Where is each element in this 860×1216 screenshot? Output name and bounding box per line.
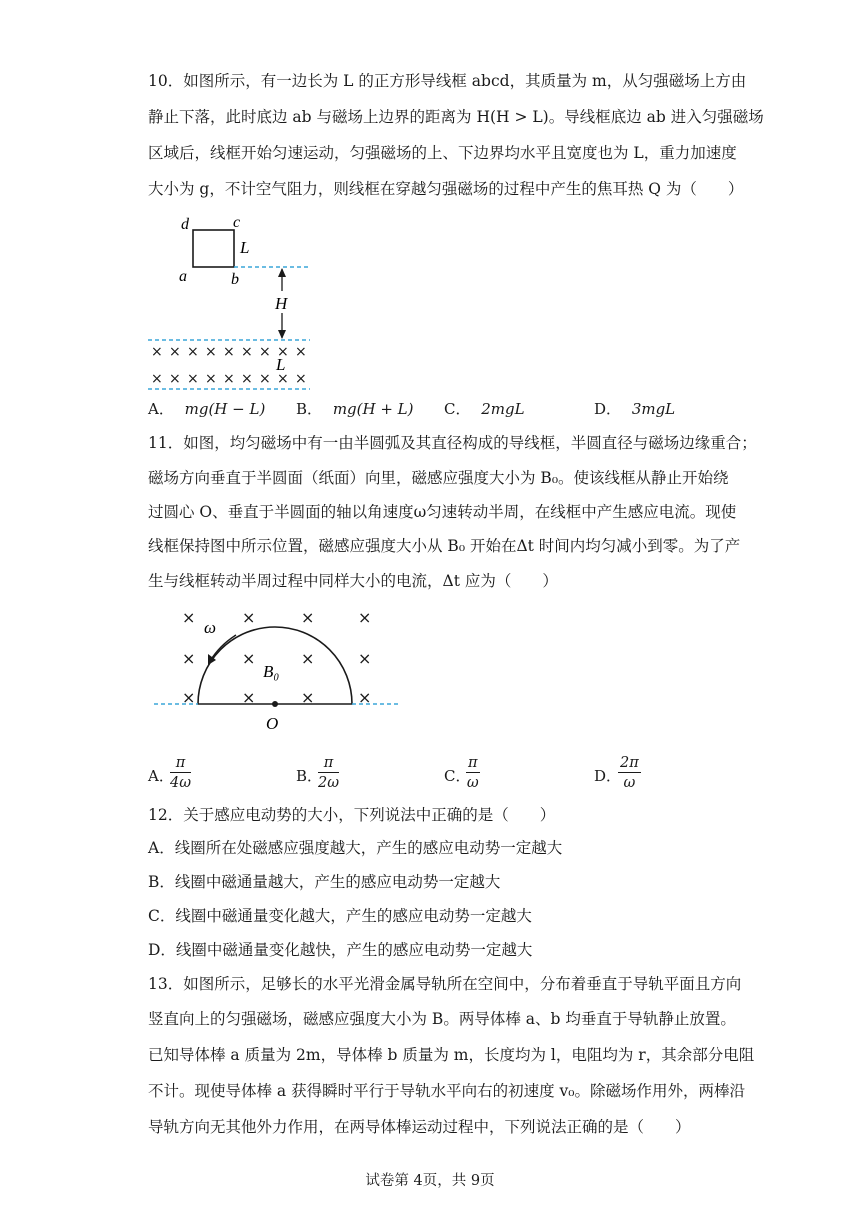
q10-line-4: 大小为 g，不计空气阻力，则线框在穿越匀强磁场的过程中产生的焦耳热 Q 为（ ）	[148, 180, 744, 198]
corner-c-label: c	[233, 214, 241, 231]
q12-stem: 12．关于感应电动势的大小，下列说法中正确的是（ ）	[148, 806, 556, 824]
side-L-label: L	[240, 238, 250, 257]
corner-b-label: b	[231, 271, 239, 288]
cross-mark: ×	[223, 344, 235, 360]
q11-option-c-fraction	[466, 755, 480, 791]
arrow-up-icon	[278, 268, 286, 277]
fraction-denominator: ω	[623, 775, 636, 791]
q11-line-3: 过圆心 O、垂直于半圆面的轴以角速度ω匀速转动半周，在线框中产生感应电流。现使	[148, 503, 737, 521]
fraction-denominator: ω	[466, 775, 479, 791]
option-text: mg(H − L)	[184, 400, 266, 418]
cross-mark: ×	[301, 688, 315, 707]
cross-mark: ×	[205, 344, 217, 360]
q13-line-2: 竖直向上的匀强磁场，磁感应强度大小为 B。两导体棒 a、b 均垂直于导轨静止放置。	[148, 1010, 736, 1028]
cross-mark: ×	[151, 344, 163, 360]
cross-mark: ×	[301, 608, 315, 627]
q10-line-1: 10．如图所示，有一边长为 L 的正方形导线框 abcd，其质量为 m，从匀强磁场上方由	[148, 72, 747, 90]
fraction-denominator: 4ω	[170, 775, 192, 791]
cross-mark: ×	[259, 371, 271, 387]
q11-option-a-key[interactable]: A．	[148, 767, 174, 785]
option-key: B．	[296, 400, 323, 418]
q10-option-c[interactable]	[444, 399, 525, 419]
cross-mark: ×	[241, 344, 253, 360]
cross-mark: ×	[277, 344, 289, 360]
q11-option-b-key[interactable]: B．	[296, 767, 323, 785]
fraction-numerator: π	[170, 755, 191, 773]
option-text: 2mgL	[481, 400, 525, 418]
cross-mark: ×	[295, 344, 307, 360]
q11-line-1: 11．如图，均匀磁场中有一由半圆弧及其直径构成的导线框，半圆直径与磁场边缘重合；	[148, 434, 757, 452]
cross-mark: ×	[242, 608, 256, 627]
cross-mark: ×	[169, 371, 181, 387]
q12-option-c[interactable]: C．线圈中磁通量变化越大，产生的感应电动势一定越大	[148, 907, 532, 925]
corner-d-label: d	[181, 216, 189, 233]
gap-H-label: H	[275, 294, 288, 313]
fraction-denominator: 2ω	[318, 775, 340, 791]
center-point	[272, 701, 278, 707]
cross-mark: ×	[182, 688, 196, 707]
cross-mark: ×	[205, 371, 217, 387]
fraction-numerator: π	[468, 755, 478, 771]
q13-line-3: 已知导体棒 a 质量为 2m，导体棒 b 质量为 m，长度均为 l，电阻均为 r，其余部分电阻	[148, 1046, 755, 1064]
cross-mark: ×	[295, 371, 307, 387]
arrow-down-icon	[278, 330, 286, 339]
cross-mark: ×	[301, 649, 315, 668]
q11-option-d-key[interactable]: D．	[594, 767, 622, 785]
cross-mark: ×	[358, 649, 372, 668]
cross-mark: ×	[169, 344, 181, 360]
corner-a-label: a	[179, 268, 187, 285]
option-key: A．	[148, 400, 174, 418]
q10-option-d[interactable]	[594, 399, 675, 419]
field-width-L-label: L	[276, 355, 286, 374]
cross-mark: ×	[242, 649, 256, 668]
cross-mark: ×	[358, 608, 372, 627]
q10-option-a[interactable]	[148, 399, 265, 419]
cross-mark: ×	[182, 608, 196, 627]
center-O-label: O	[266, 714, 279, 733]
cross-mark: ×	[223, 371, 235, 387]
q11-line-2: 磁场方向垂直于半圆面（纸面）向里，磁感应强度大小为 B₀。使该线框从静止开始绕	[148, 469, 729, 487]
cross-mark: ×	[277, 371, 289, 387]
q13-line-5: 导轨方向无其他外力作用，在两导体棒运动过程中，下列说法正确的是（ ）	[148, 1118, 691, 1136]
cross-mark: ×	[259, 344, 271, 360]
page-footer: 试卷第 4页，共 9页	[365, 1173, 495, 1189]
omega-label: ω	[204, 618, 217, 637]
q11-option-c-key[interactable]: C．	[444, 767, 471, 785]
q13-line-4: 不计。现使导体棒 a 获得瞬时平行于导轨水平向右的初速度 v₀。除磁场作用外，两棒沿	[148, 1082, 745, 1100]
fraction-numerator: 2π	[620, 755, 639, 771]
option-key: C．	[444, 400, 471, 418]
q10-figure	[148, 205, 348, 395]
fraction-numerator: π	[318, 755, 339, 773]
option-text: 3mgL	[631, 400, 676, 418]
cross-mark: ×	[242, 688, 256, 707]
q13-line-1: 13．如图所示，足够长的水平光滑金属导轨所在空间中，分布着垂直于导轨平面且方向	[148, 975, 742, 993]
option-key: D．	[594, 400, 622, 418]
q11-figure	[148, 605, 408, 745]
q10-line-3: 区域后，线框开始匀速运动，匀强磁场的上、下边界均水平且宽度也为 L，重力加速度	[148, 144, 737, 162]
q11-line-5: 生与线框转动半周过程中同样大小的电流，Δt 应为（ ）	[148, 572, 558, 590]
cross-mark: ×	[241, 371, 253, 387]
q12-option-a[interactable]: A．线圈所在处磁感应强度越大，产生的感应电动势一定越大	[148, 839, 563, 857]
cross-mark: ×	[187, 371, 199, 387]
q11-line-4: 线框保持图中所示位置，磁感应强度大小从 B₀ 开始在Δt 时间内均匀减小到零。为了产	[148, 537, 741, 555]
cross-mark: ×	[358, 688, 372, 707]
q10-line-2: 静止下落，此时底边 ab 与磁场上边界的距离为 H(H > L)。导线框底边 ab 进入匀强磁场	[148, 108, 764, 126]
cross-mark: ×	[151, 371, 163, 387]
q11-option-a-fraction	[170, 755, 191, 791]
cross-mark: ×	[187, 344, 199, 360]
field-B0-label: B₀	[263, 662, 280, 681]
square-frame	[193, 230, 234, 267]
q10-option-b[interactable]	[296, 399, 414, 419]
q12-option-b[interactable]: B．线圈中磁通量越大，产生的感应电动势一定越大	[148, 873, 501, 891]
option-text: mg(H + L)	[332, 400, 414, 418]
q11-option-b-fraction	[318, 755, 339, 791]
q11-option-d-fraction	[618, 755, 641, 791]
cross-mark: ×	[182, 649, 196, 668]
field-cross-row-2	[151, 371, 307, 387]
q12-option-d[interactable]: D．线圈中磁通量变化越快，产生的感应电动势一定越大	[148, 941, 533, 959]
